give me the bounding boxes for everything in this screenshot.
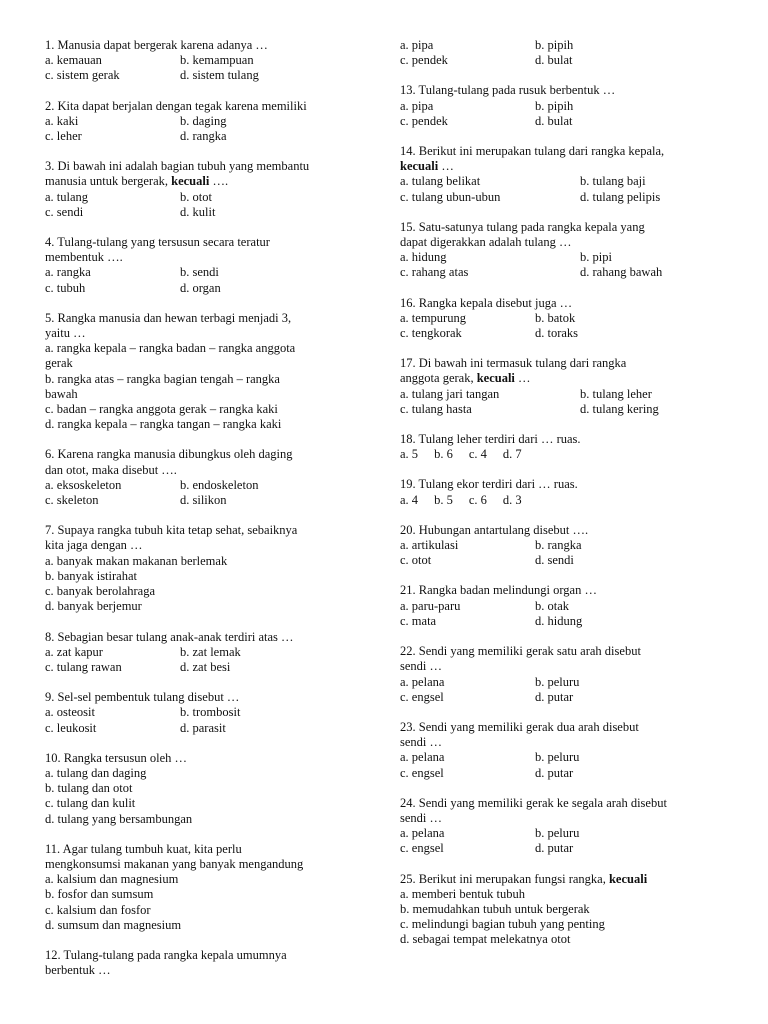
answer-option: c. tulang hasta bbox=[400, 401, 472, 416]
right-column bbox=[400, 38, 730, 963]
question-text: 10. Rangka tersusun oleh … bbox=[45, 750, 187, 765]
question-stem-tail: … bbox=[438, 159, 454, 174]
answer-option: d. zat besi bbox=[180, 659, 231, 674]
answer-option: c. kalsium dan fosfor bbox=[45, 902, 151, 917]
answer-options bbox=[400, 447, 730, 462]
answer-options bbox=[400, 387, 730, 417]
answer-option: a. pipa bbox=[400, 98, 434, 113]
question-10 bbox=[45, 751, 375, 827]
question-14 bbox=[400, 144, 730, 205]
answer-option: d. tulang pelipis bbox=[580, 189, 661, 204]
answer-option: c. mata bbox=[400, 613, 437, 628]
answer-option: a. 5 bbox=[400, 447, 419, 462]
question-20 bbox=[400, 523, 730, 569]
question-text: 12. Tulang-tulang pada rangka kepala umumnya berbentuk … bbox=[45, 947, 287, 978]
answer-option: b. peluru bbox=[535, 826, 580, 841]
answer-option: c. tulang ubun-ubun bbox=[400, 189, 501, 204]
answer-option: b. sendi bbox=[180, 265, 219, 280]
question-stem: Karena rangka manusia dibungkus oleh daging dan otot, maka disebut …. bbox=[45, 447, 293, 477]
question-text: 18. Tulang leher terdiri dari … ruas. bbox=[400, 432, 581, 447]
question-stem: Supaya rangka tubuh kita tetap sehat, sebaiknya kita jaga dengan … bbox=[45, 523, 298, 553]
question-text: 21. Rangka badan melindungi organ … bbox=[400, 583, 597, 598]
question-stem: Sel-sel pembentuk tulang disebut … bbox=[57, 690, 240, 705]
answer-option: d. hidung bbox=[535, 613, 583, 628]
question-number: 11 bbox=[45, 841, 58, 856]
question-number: 6 bbox=[45, 447, 52, 462]
question-number: 15 bbox=[400, 219, 413, 234]
answer-option: d. 3 bbox=[502, 492, 522, 507]
question-text: 25. Berikut ini merupakan fungsi rangka, kecuali bbox=[400, 871, 648, 886]
answer-option: b. tulang leher bbox=[580, 386, 652, 401]
question-text: 8. Sebagian besar tulang anak-anak terdiri atas … bbox=[45, 629, 294, 644]
question-text: 11. Agar tulang tumbuh kuat, kita perlu mengkonsumsi makanan yang banyak mengandung bbox=[45, 841, 304, 871]
question-number: 22 bbox=[400, 644, 413, 659]
answer-options bbox=[45, 705, 375, 735]
answer-option: c. 6 bbox=[468, 492, 487, 507]
answer-options bbox=[400, 174, 730, 204]
question-stem: Rangka badan melindungi organ … bbox=[418, 583, 597, 598]
answer-option: a. tempurung bbox=[400, 310, 466, 325]
question-text: 4. Tulang-tulang yang tersusun secara teratur membentuk …. bbox=[45, 235, 270, 265]
question-4 bbox=[45, 235, 375, 296]
question-text: 5. Rangka manusia dan hewan terbagi menjadi 3, yaitu … bbox=[45, 310, 292, 341]
question-number: 7 bbox=[45, 523, 52, 538]
answer-options bbox=[45, 478, 375, 508]
question-text: 7. Supaya rangka tubuh kita tetap sehat, sebaiknya kita jaga dengan … bbox=[45, 523, 298, 553]
answer-option: c. badan – rangka anggota gerak – rangka kaki bbox=[45, 402, 278, 417]
answer-option: d. silikon bbox=[180, 493, 227, 508]
question-text: 24. Sendi yang memiliki gerak ke segala arah disebut sendi … bbox=[400, 795, 667, 825]
answer-option: d. putar bbox=[535, 841, 574, 856]
answer-option: b. tulang baji bbox=[580, 174, 646, 189]
answer-option: d. tulang kering bbox=[580, 401, 659, 416]
question-stem: Di bawah ini termasuk tulang dari rangka anggota gerak, bbox=[400, 356, 627, 386]
answer-option: d. banyak berjemur bbox=[45, 599, 142, 614]
question-stem: Rangka manusia dan hewan terbagi menjadi 3, yaitu … bbox=[45, 310, 292, 341]
answer-option: b. pipih bbox=[535, 98, 574, 113]
answer-option: a. pelana bbox=[400, 826, 445, 841]
answer-option: a. tulang belikat bbox=[400, 174, 481, 189]
answer-option: a. kalsium dan magnesium bbox=[45, 872, 179, 887]
answer-option: b. pipi bbox=[580, 250, 612, 265]
answer-option: d. sistem tulang bbox=[180, 68, 259, 83]
answer-option: c. leher bbox=[45, 129, 82, 144]
question-text: 13. Tulang-tulang pada rusuk berbentuk … bbox=[400, 83, 616, 98]
question-number: 12 bbox=[45, 947, 58, 962]
question-number: 3 bbox=[45, 159, 52, 174]
answer-option: b. rangka atas – rangka bagian tengah – rangka bawah bbox=[45, 371, 280, 401]
answer-option: d. bulat bbox=[535, 113, 573, 128]
answer-options bbox=[400, 538, 730, 568]
answer-option: d. sendi bbox=[535, 553, 574, 568]
answer-option: c. tubuh bbox=[45, 280, 86, 295]
answer-option: d. rangka bbox=[180, 129, 227, 144]
answer-option: d. putar bbox=[535, 689, 574, 704]
answer-option: a. pelana bbox=[400, 750, 445, 765]
question-number: 1 bbox=[45, 38, 52, 52]
question-text: 17. Di bawah ini termasuk tulang dari rangka anggota gerak, kecuali … bbox=[400, 356, 627, 386]
question-number: 17 bbox=[400, 356, 413, 371]
answer-option: a. kaki bbox=[45, 113, 79, 128]
question-text: 20. Hubungan antartulang disebut …. bbox=[400, 522, 589, 537]
question-number: 19 bbox=[400, 477, 413, 492]
answer-option: c. pendek bbox=[400, 113, 448, 128]
question-continuation bbox=[400, 38, 730, 68]
question-stem: Kita dapat berjalan dengan tegak karena memiliki bbox=[57, 98, 307, 113]
question-number: 14 bbox=[400, 144, 413, 159]
question-stem: Berikut ini merupakan fungsi rangka, bbox=[418, 871, 609, 886]
question-stem: Sebagian besar tulang anak-anak terdiri atas … bbox=[57, 629, 294, 644]
question-stem: Tulang-tulang yang tersusun secara teratur membentuk …. bbox=[45, 235, 270, 265]
answer-option: c. sistem gerak bbox=[45, 68, 120, 83]
answer-option: c. engsel bbox=[400, 841, 444, 856]
answer-option: c. sendi bbox=[45, 204, 84, 219]
question-number: 21 bbox=[400, 583, 413, 598]
answer-option: b. otot bbox=[180, 189, 212, 204]
answer-option: a. rangka bbox=[45, 265, 91, 280]
answer-options bbox=[45, 53, 375, 83]
question-8 bbox=[45, 630, 375, 676]
question-1 bbox=[45, 38, 375, 84]
left-column bbox=[45, 38, 375, 993]
answer-options bbox=[45, 114, 375, 144]
question-21 bbox=[400, 583, 730, 629]
answer-option: d. sebagai tempat melekatnya otot bbox=[400, 932, 571, 947]
answer-options bbox=[45, 554, 375, 615]
answer-option: a. kemauan bbox=[45, 53, 102, 68]
answer-option: b. 6 bbox=[434, 447, 453, 462]
answer-option: d. toraks bbox=[535, 326, 579, 341]
answer-option: a. paru-paru bbox=[400, 598, 461, 613]
answer-option: b. batok bbox=[535, 310, 576, 325]
answer-options bbox=[45, 872, 375, 933]
answer-option: c. otot bbox=[400, 553, 432, 568]
question-text: 14. Berikut ini merupakan tulang dari rangka kepala, kecuali … bbox=[400, 144, 665, 174]
answer-option: a. banyak makan makanan berlemak bbox=[45, 553, 228, 568]
question-number: 10 bbox=[45, 750, 58, 765]
question-text: 1. Manusia dapat bergerak karena adanya … bbox=[45, 38, 268, 52]
answer-option: a. zat kapur bbox=[45, 644, 103, 659]
answer-options bbox=[45, 341, 375, 432]
answer-option: b. otak bbox=[535, 598, 570, 613]
question-text: 19. Tulang ekor terdiri dari … ruas. bbox=[400, 477, 578, 492]
question-number: 2 bbox=[45, 98, 52, 113]
question-number: 25 bbox=[400, 871, 413, 886]
question-stem: Berikut ini merupakan tulang dari rangka kepala, bbox=[418, 144, 665, 159]
question-number: 13 bbox=[400, 83, 413, 98]
question-12 bbox=[45, 948, 375, 978]
answer-option: b. peluru bbox=[535, 674, 580, 689]
question-stem: Tulang-tulang pada rusuk berbentuk … bbox=[418, 83, 616, 98]
question-24 bbox=[400, 796, 730, 857]
question-number: 23 bbox=[400, 719, 413, 734]
answer-option: c. tulang dan kulit bbox=[45, 796, 136, 811]
answer-option: b. trombosit bbox=[180, 705, 241, 720]
answer-option: d. 7 bbox=[502, 447, 522, 462]
question-text: 15. Satu-satunya tulang pada rangka kepala yang dapat digerakkan adalah tulang … bbox=[400, 219, 645, 250]
answer-option: a. pelana bbox=[400, 674, 445, 689]
answer-options bbox=[45, 766, 375, 827]
question-stem: Sendi yang memiliki gerak dua arah disebut sendi … bbox=[400, 719, 639, 750]
answer-option: b. zat lemak bbox=[180, 644, 241, 659]
answer-option: d. organ bbox=[180, 280, 221, 295]
answer-option: a. tulang dan daging bbox=[45, 765, 147, 780]
question-text: 9. Sel-sel pembentuk tulang disebut … bbox=[45, 690, 240, 705]
answer-option: b. kemampuan bbox=[180, 53, 254, 68]
question-5 bbox=[45, 311, 375, 433]
answer-options bbox=[400, 38, 730, 68]
answer-option: c. banyak berolahraga bbox=[45, 584, 156, 599]
answer-option: b. banyak istirahat bbox=[45, 568, 137, 583]
answer-options bbox=[400, 599, 730, 629]
question-stem: Sendi yang memiliki gerak satu arah disebut sendi … bbox=[400, 644, 641, 674]
question-18 bbox=[400, 432, 730, 462]
question-stem: Hubungan antartulang disebut …. bbox=[418, 522, 589, 537]
question-stem: Rangka tersusun oleh … bbox=[63, 750, 187, 765]
answer-option: c. skeleton bbox=[45, 493, 99, 508]
answer-option: b. 5 bbox=[434, 492, 453, 507]
question-stem: Sendi yang memiliki gerak ke segala arah disebut sendi … bbox=[400, 795, 667, 825]
answer-option: d. rahang bawah bbox=[580, 265, 663, 280]
answer-option: a. hidung bbox=[400, 250, 447, 265]
question-number: 24 bbox=[400, 795, 413, 810]
answer-options bbox=[400, 750, 730, 780]
answer-options bbox=[400, 99, 730, 129]
question-13 bbox=[400, 83, 730, 129]
answer-option: c. engsel bbox=[400, 765, 444, 780]
question-emphasis: kecuali bbox=[171, 174, 210, 189]
answer-option: c. pendek bbox=[400, 53, 448, 68]
answer-option: b. daging bbox=[180, 113, 227, 128]
answer-options bbox=[45, 265, 375, 295]
answer-options bbox=[400, 493, 730, 508]
question-stem: Tulang leher terdiri dari … ruas. bbox=[418, 432, 581, 447]
question-emphasis: kecuali bbox=[608, 871, 648, 886]
question-stem: Satu-satunya tulang pada rangka kepala yang dapat digerakkan adalah tulang … bbox=[400, 219, 645, 250]
answer-option: c. melindungi bagian tubuh yang penting bbox=[400, 917, 605, 932]
question-3 bbox=[45, 159, 375, 220]
question-22 bbox=[400, 644, 730, 705]
question-11 bbox=[45, 842, 375, 933]
question-text: 16. Rangka kepala disebut juga … bbox=[400, 295, 573, 310]
answer-option: c. rahang atas bbox=[400, 265, 469, 280]
question-text: 2. Kita dapat berjalan dengan tegak karena memiliki bbox=[45, 98, 307, 113]
answer-option: b. pipih bbox=[535, 38, 574, 52]
answer-option: d. bulat bbox=[535, 53, 573, 68]
answer-option: a. tulang bbox=[45, 189, 89, 204]
question-6 bbox=[45, 447, 375, 508]
answer-options bbox=[45, 190, 375, 220]
answer-options bbox=[45, 645, 375, 675]
answer-option: c. tengkorak bbox=[400, 326, 462, 341]
answer-option: a. 4 bbox=[400, 492, 419, 507]
question-number: 4 bbox=[45, 235, 52, 250]
question-number: 9 bbox=[45, 690, 52, 705]
answer-option: c. 4 bbox=[468, 447, 487, 462]
question-16 bbox=[400, 296, 730, 342]
answer-option: a. eksoskeleton bbox=[45, 477, 122, 492]
question-9 bbox=[45, 690, 375, 736]
answer-option: d. kulit bbox=[180, 204, 216, 219]
question-emphasis: kecuali bbox=[400, 159, 439, 174]
answer-option: d. rangka kepala – rangka tangan – rangka kaki bbox=[45, 417, 282, 432]
answer-option: d. parasit bbox=[180, 720, 226, 735]
question-23 bbox=[400, 720, 730, 781]
answer-option: b. tulang dan otot bbox=[45, 781, 133, 796]
question-17 bbox=[400, 356, 730, 417]
question-stem: Agar tulang tumbuh kuat, kita perlu mengkonsumsi makanan yang banyak mengandung bbox=[45, 841, 304, 871]
question-text: 22. Sendi yang memiliki gerak satu arah disebut sendi … bbox=[400, 644, 641, 674]
question-stem: Di bawah ini adalah bagian tubuh yang membantu manusia untuk bergerak, bbox=[45, 159, 310, 189]
answer-options bbox=[400, 826, 730, 856]
question-emphasis: kecuali bbox=[476, 371, 515, 386]
answer-option: b. peluru bbox=[535, 750, 580, 765]
answer-option: c. tulang rawan bbox=[45, 659, 122, 674]
question-2 bbox=[45, 99, 375, 145]
question-19 bbox=[400, 477, 730, 507]
answer-option: d. tulang yang bersambungan bbox=[45, 811, 193, 826]
question-15 bbox=[400, 220, 730, 281]
answer-options bbox=[400, 311, 730, 341]
question-text: 23. Sendi yang memiliki gerak dua arah disebut sendi … bbox=[400, 719, 639, 750]
question-stem-tail: … bbox=[514, 371, 531, 386]
answer-option: a. rangka kepala – rangka badan – rangka anggota gerak bbox=[45, 341, 296, 371]
answer-option: b. fosfor dan sumsum bbox=[45, 887, 154, 902]
question-stem: Tulang ekor terdiri dari … ruas. bbox=[418, 477, 578, 492]
answer-option: c. engsel bbox=[400, 689, 444, 704]
question-number: 16 bbox=[400, 295, 413, 310]
answer-option: b. memudahkan tubuh untuk bergerak bbox=[400, 901, 590, 916]
answer-option: a. memberi bentuk tubuh bbox=[400, 886, 525, 901]
answer-option: d. sumsum dan magnesium bbox=[45, 917, 182, 932]
answer-option: a. osteosit bbox=[45, 705, 95, 720]
question-25 bbox=[400, 872, 730, 948]
answer-option: a. tulang jari tangan bbox=[400, 386, 500, 401]
answer-option: b. rangka bbox=[535, 538, 582, 553]
answer-option: c. leukosit bbox=[45, 720, 97, 735]
answer-options bbox=[400, 675, 730, 705]
question-number: 20 bbox=[400, 522, 413, 537]
question-text: 6. Karena rangka manusia dibungkus oleh daging dan otot, maka disebut …. bbox=[45, 447, 293, 477]
question-7 bbox=[45, 523, 375, 614]
question-number: 5 bbox=[45, 310, 52, 325]
answer-options bbox=[400, 250, 730, 280]
question-stem: Tulang-tulang pada rangka kepala umumnya berbentuk … bbox=[45, 947, 287, 978]
question-number: 18 bbox=[400, 432, 413, 447]
question-text: 3. Di bawah ini adalah bagian tubuh yang membantu manusia untuk bergerak, kecuali …. bbox=[45, 159, 310, 189]
question-stem: Manusia dapat bergerak karena adanya … bbox=[57, 38, 268, 52]
answer-option: b. endoskeleton bbox=[180, 477, 259, 492]
answer-options bbox=[400, 887, 730, 948]
answer-option: a. pipa bbox=[400, 38, 434, 52]
answer-option: d. putar bbox=[535, 765, 574, 780]
answer-option: a. artikulasi bbox=[400, 538, 459, 553]
question-number: 8 bbox=[45, 629, 52, 644]
question-stem: Rangka kepala disebut juga … bbox=[418, 295, 573, 310]
question-stem-tail: …. bbox=[209, 174, 229, 189]
